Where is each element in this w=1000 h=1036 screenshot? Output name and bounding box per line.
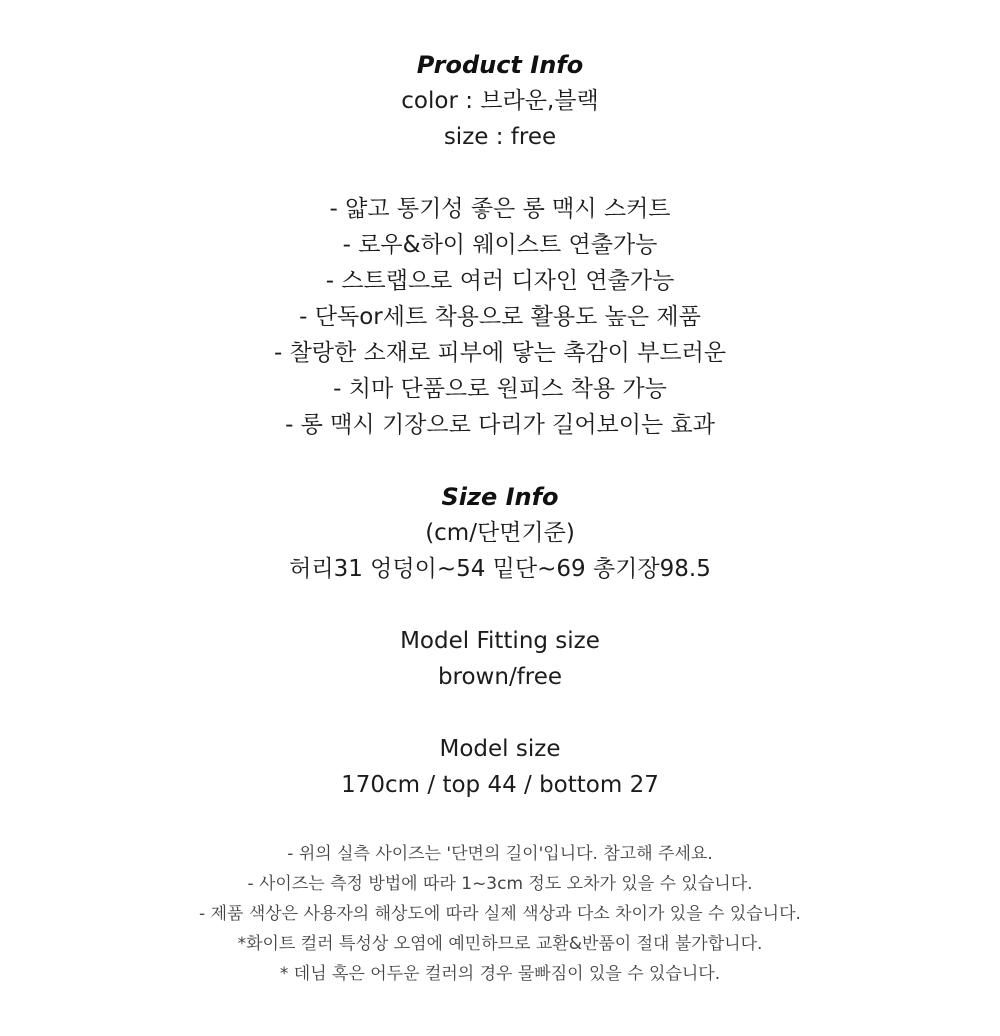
feature-item: - 단독or세트 착용으로 활용도 높은 제품 xyxy=(299,304,701,330)
feature-item: - 얇고 통기성 좋은 롱 맥시 스커트 xyxy=(329,196,671,222)
notice-item: - 위의 실측 사이즈는 '단면의 길이'입니다. 참고해 주세요. xyxy=(287,844,713,864)
size-info-heading: Size Info xyxy=(441,483,559,511)
size-unit: (cm/단면기준) xyxy=(425,520,575,546)
notice-item: * 데님 혹은 어두운 컬러의 경우 물빠짐이 있을 수 있습니다. xyxy=(279,964,721,984)
model-size-value: 170cm / top 44 / bottom 27 xyxy=(341,772,659,798)
size-measurements: 허리31 엉덩이~54 밑단~69 총기장98.5 xyxy=(289,556,711,582)
feature-item: - 로우&하이 웨이스트 연출가능 xyxy=(342,232,658,258)
product-size: size : free xyxy=(443,124,557,150)
product-color: color : 브라운,블랙 xyxy=(401,88,599,114)
notice-item: *화이트 컬러 특성상 오염에 예민하므로 교환&반품이 절대 불가합니다. xyxy=(237,934,763,954)
feature-item: - 롱 맥시 기장으로 다리가 길어보이는 효과 xyxy=(285,412,715,438)
model-fitting-value: brown/free xyxy=(437,664,563,690)
notice-item: - 사이즈는 측정 방법에 따라 1~3cm 정도 오차가 있을 수 있습니다. xyxy=(247,874,753,894)
model-fitting-label: Model Fitting size xyxy=(400,628,600,654)
notice-item: - 제품 색상은 사용자의 해상도에 따라 실제 색상과 다소 차이가 있을 수 있습니다. xyxy=(199,904,801,924)
model-size-label: Model size xyxy=(439,736,561,762)
feature-item: - 치마 단품으로 원피스 착용 가능 xyxy=(333,376,667,402)
feature-item: - 스트랩으로 여러 디자인 연출가능 xyxy=(325,268,675,294)
feature-item: - 찰랑한 소재로 피부에 닿는 촉감이 부드러운 xyxy=(273,340,727,366)
product-info-heading: Product Info xyxy=(416,51,584,79)
